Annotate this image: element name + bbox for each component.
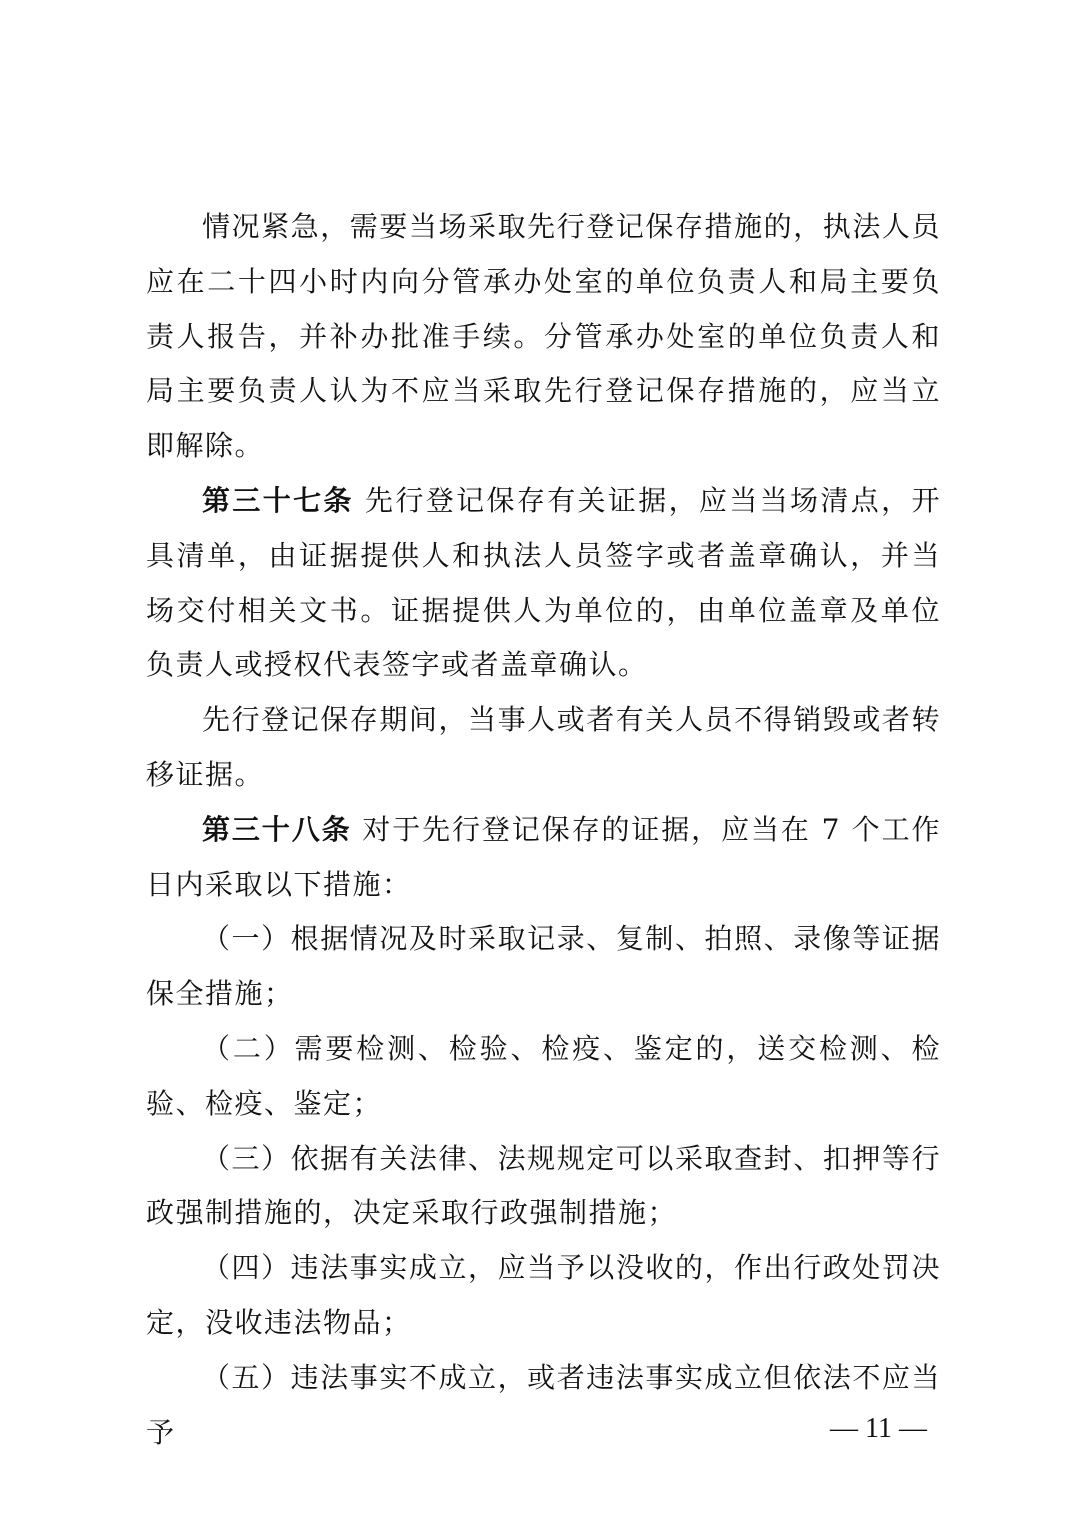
paragraph-text: 情况紧急，需要当场采取先行登记保存措施的，执法人员应在二十四小时内向分管承办处室的单位负责人和局主要负责人报告，并补办批准手续。分管承办处室的单位负责人和局主要负责人认为不应当采取先行登记保存措施的，应当立即解除。 <box>146 210 941 463</box>
paragraph-text: （一）根据情况及时采取记录、复制、拍照、录像等证据保全措施； <box>146 922 941 1011</box>
paragraph <box>146 1132 941 1242</box>
paragraph <box>146 693 941 803</box>
paragraph-text: 对于先行登记保存的证据，应当在 7 个工作日内采取以下措施： <box>146 812 941 901</box>
paragraph <box>146 1241 941 1351</box>
article-heading: 第三十八条 <box>202 812 352 846</box>
page-number: — 11 — <box>830 1413 927 1444</box>
paragraph <box>146 803 941 913</box>
paragraph-text: （三）依据有关法律、法规规定可以采取查封、扣押等行政强制措施的，决定采取行政强制措施； <box>146 1141 941 1230</box>
document-body <box>146 200 941 1460</box>
paragraph-text: （四）违法事实成立，应当予以没收的，作出行政处罚决定，没收违法物品； <box>146 1251 941 1339</box>
paragraph <box>146 912 941 1022</box>
paragraph-text: （二）需要检测、检验、检疫、鉴定的，送交检测、检验、检疫、鉴定； <box>146 1031 941 1120</box>
paragraph-text: 先行登记保存有关证据，应当当场清点，开具清单，由证据提供人和执法人员签字或者盖章确认，并当场交付相关文书。证据提供人为单位的，由单位盖章及单位负责人或授权代表签字或者盖章确认。 <box>146 483 941 682</box>
paragraph-text: 先行登记保存期间，当事人或者有关人员不得销毁或者转移证据。 <box>146 703 941 791</box>
article-heading: 第三十七条 <box>202 483 354 517</box>
paragraph-text: （五）违法事实不成立，或者违法事实成立但依法不应当予 <box>146 1360 941 1449</box>
paragraph <box>146 1022 941 1132</box>
paragraph <box>146 200 941 474</box>
paragraph <box>146 474 941 693</box>
paragraph <box>146 1351 941 1461</box>
